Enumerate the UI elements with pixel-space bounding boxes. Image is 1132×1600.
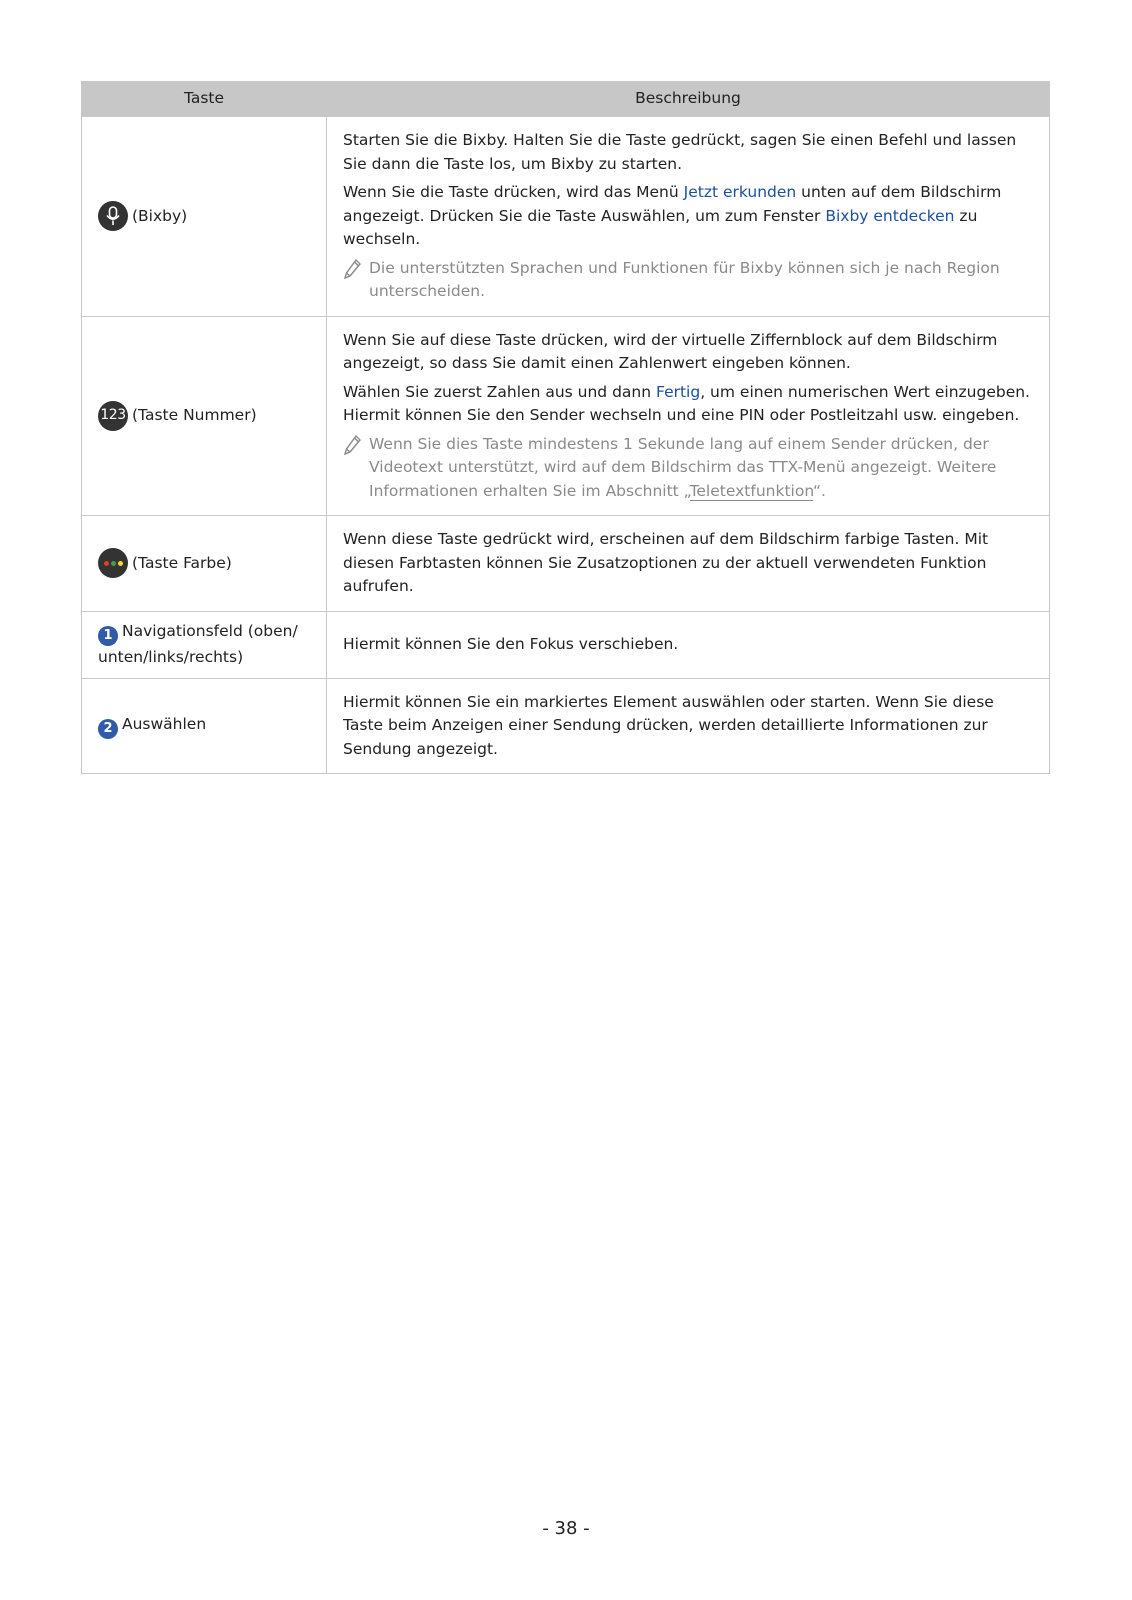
key-label: (Bixby) xyxy=(132,206,188,225)
table-row xyxy=(82,316,1050,516)
table-row xyxy=(82,678,1050,774)
text-fragment: zu wechseln. xyxy=(343,206,978,248)
description-text xyxy=(343,381,1035,428)
pencil-icon xyxy=(343,258,363,280)
table-row xyxy=(82,117,1050,317)
page-number: - 38 - xyxy=(542,1518,590,1539)
text-fragment: , um einen numerischen Wert einzugeben. Hiermit können Sie den Sender wechseln und eine PIN oder Postleitzahl usw. eingeben. xyxy=(343,382,1030,424)
table-row xyxy=(82,611,1050,678)
key-label: (Taste Nummer) xyxy=(132,406,257,424)
description-cell xyxy=(327,117,1050,317)
description-cell xyxy=(327,678,1050,774)
note xyxy=(343,257,1035,304)
key-label: (Taste Farbe) xyxy=(132,553,232,572)
key-cell-auswaehlen xyxy=(82,678,327,774)
note-text: Wenn Sie dies Taste mindestens 1 Sekunde lang auf einem Sender drücken, der Videotext unterstützt, wird auf dem Bildschirm das TTX-Menü angezeigt. Weitere Informationen erhalten Sie im Abschnitt „ xyxy=(369,434,997,500)
description-text: Wenn Sie auf diese Taste drücken, wird der virtuelle Ziffernblock auf dem Bildschirm angezeigt, so dass Sie damit einen Zahlenwert eingeben können. xyxy=(343,330,998,372)
text-fragment: Wählen Sie zuerst Zahlen aus und dann xyxy=(343,382,656,401)
pencil-icon xyxy=(343,434,363,456)
text-fragment: Wenn Sie die Taste drücken, wird das Menü xyxy=(343,183,684,201)
step-badge-1: 1 xyxy=(98,626,118,646)
header-beschreibung: Beschreibung xyxy=(327,82,1050,117)
microphone-icon xyxy=(98,201,128,231)
table-header-row xyxy=(82,82,1050,117)
description-text: Wenn diese Taste gedrückt wird, erscheinen auf dem Bildschirm farbige Tasten. Mit diesen Farbtasten können Sie Zusatzoptionen zu der aktuell verwendeten Funktion aufrufen. xyxy=(343,530,989,595)
description-cell xyxy=(327,516,1050,612)
number-123-icon: 123 xyxy=(98,401,128,431)
description-text xyxy=(343,181,1035,252)
key-label: Navigationsfeld (oben/ unten/links/rechts) xyxy=(98,621,298,666)
description-text: Hiermit können Sie ein markiertes Element auswählen oder starten. Wenn Sie diese Taste beim Anzeigen einer Sendung drücken, werden detaillierte Informationen zur Sendung angezeigt. xyxy=(343,692,994,758)
description-cell xyxy=(327,316,1050,516)
key-cell-navigation xyxy=(82,611,327,678)
remote-keys-table xyxy=(81,81,1050,774)
header-taste: Taste xyxy=(82,82,327,117)
description-text: Starten Sie die Bixby. Halten Sie die Taste gedrückt, sagen Sie einen Befehl und lassen Sie dann die Taste los, um Bixby zu starten. xyxy=(343,131,1017,173)
step-badge-2: 2 xyxy=(98,719,118,739)
menu-link-bixby-entdecken[interactable]: Bixby entdecken xyxy=(825,206,955,225)
table-row xyxy=(82,516,1050,612)
key-cell-farbe xyxy=(82,516,327,612)
text-fragment: unten auf dem Bildschirm angezeigt. Drücken Sie die Taste Auswählen, um zum Fenster xyxy=(343,183,1002,225)
note-text: Die unterstützten Sprachen und Funktionen für Bixby können sich je nach Region unterscheiden. xyxy=(369,258,1000,300)
note-text: “. xyxy=(813,481,826,500)
key-cell-bixby xyxy=(82,117,327,317)
key-cell-nummer xyxy=(82,316,327,516)
teletext-link[interactable]: Teletextfunktion xyxy=(689,481,814,500)
key-label: Auswählen xyxy=(122,714,207,733)
description-text: Hiermit können Sie den Fokus verschieben. xyxy=(343,634,679,653)
note xyxy=(343,433,1035,504)
menu-link-fertig[interactable]: Fertig xyxy=(656,382,701,401)
menu-link-jetzt-erkunden[interactable]: Jetzt erkunden xyxy=(683,183,797,201)
description-cell xyxy=(327,611,1050,678)
color-dots-icon xyxy=(98,548,128,578)
